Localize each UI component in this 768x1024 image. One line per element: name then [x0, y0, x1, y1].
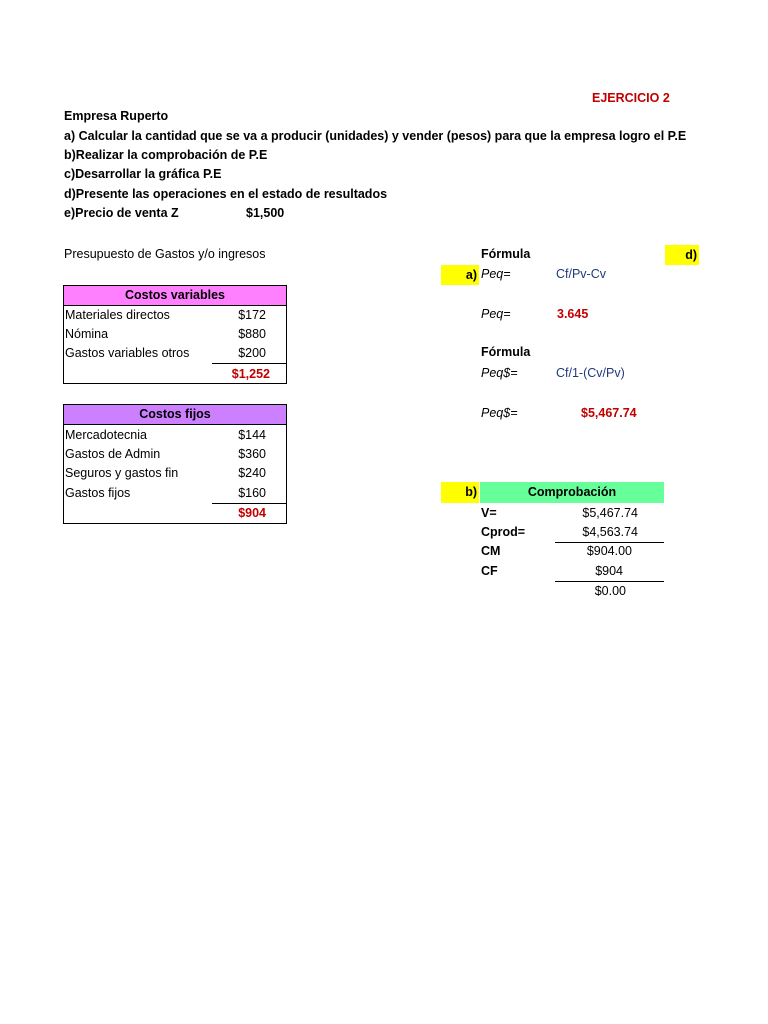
row-value: $880 — [238, 327, 266, 341]
check-value-cf: $904 — [595, 564, 623, 578]
row-label: Mercadotecnia — [65, 428, 147, 442]
check-value-cprod: $4,563.74 — [582, 525, 638, 539]
check-value-cm: $904.00 — [586, 544, 632, 558]
total-row — [64, 504, 286, 523]
company-name: Empresa Ruperto — [64, 109, 169, 123]
exercise-title: EJERCICIO 2 — [592, 91, 670, 105]
row-value: $200 — [238, 346, 266, 360]
variable-costs-table — [63, 285, 287, 384]
peq-label: Peq= — [481, 267, 511, 281]
budget-label: Presupuesto de Gastos y/o ingresos — [64, 247, 266, 261]
variable-costs-total: $1,252 — [231, 367, 270, 381]
table-row — [64, 325, 286, 344]
instruction-d: d)Presente las operaciones en el estado de resultados — [64, 187, 388, 201]
peqs-formula: Cf/1-(Cv/Pv) — [556, 366, 625, 380]
total-row — [64, 365, 286, 384]
table-row — [64, 344, 286, 363]
peq-result: 3.645 — [557, 307, 589, 321]
formula-label-2: Fórmula — [481, 345, 531, 359]
formula-label-1: Fórmula — [481, 247, 531, 261]
check-label-cm: CM — [481, 544, 501, 558]
table-row — [64, 426, 286, 445]
table-row — [64, 445, 286, 464]
fixed-costs-total: $904 — [238, 506, 266, 520]
row-label: Nómina — [65, 327, 109, 341]
sum-divider — [555, 581, 664, 582]
instruction-b: b)Realizar la comprobación de P.E — [64, 148, 268, 162]
sum-divider — [555, 542, 664, 543]
instruction-a: a) Calcular la cantidad que se va a producir (unidades) y vender (pesos) para que la empresa logro el P.E — [64, 129, 687, 143]
table-row — [64, 484, 286, 503]
check-label-cf: CF — [481, 564, 498, 578]
peqs-label: Peq$= — [481, 366, 518, 380]
marker-b: b) — [441, 482, 479, 503]
row-value: $172 — [238, 308, 266, 322]
row-value: $144 — [238, 428, 266, 442]
row-value: $160 — [238, 486, 266, 500]
row-value: $360 — [238, 447, 266, 461]
table-row — [64, 306, 286, 325]
row-label: Gastos variables otros — [65, 346, 190, 360]
check-value-v: $5,467.74 — [582, 506, 638, 520]
fixed-costs-title: Costos fijos — [64, 405, 286, 425]
sum-divider — [212, 363, 286, 364]
check-result: $0.00 — [594, 584, 626, 598]
instruction-c: c)Desarrollar la gráfica P.E — [64, 167, 222, 181]
check-label-cprod: Cprod= — [481, 525, 526, 539]
marker-d: d) — [665, 245, 699, 265]
row-value: $240 — [238, 466, 266, 480]
check-title: Comprobación — [480, 482, 664, 503]
check-label-v: V= — [481, 506, 497, 520]
row-label: Gastos de Admin — [65, 447, 161, 461]
row-label: Gastos fijos — [65, 486, 131, 500]
row-label: Materiales directos — [65, 308, 170, 322]
marker-a: a) — [441, 265, 479, 285]
table-row — [64, 464, 286, 483]
peq-result-label: Peq= — [481, 307, 511, 321]
sale-price-value: $1,500 — [246, 206, 285, 220]
peq-formula: Cf/Pv-Cv — [556, 267, 606, 281]
peqs-result-label: Peq$= — [481, 406, 518, 420]
row-label: Seguros y gastos fin — [65, 466, 179, 480]
fixed-costs-table — [63, 404, 287, 524]
peqs-result: $5,467.74 — [581, 406, 637, 420]
instruction-e: e)Precio de venta Z — [64, 206, 179, 220]
variable-costs-title: Costos variables — [64, 286, 286, 306]
